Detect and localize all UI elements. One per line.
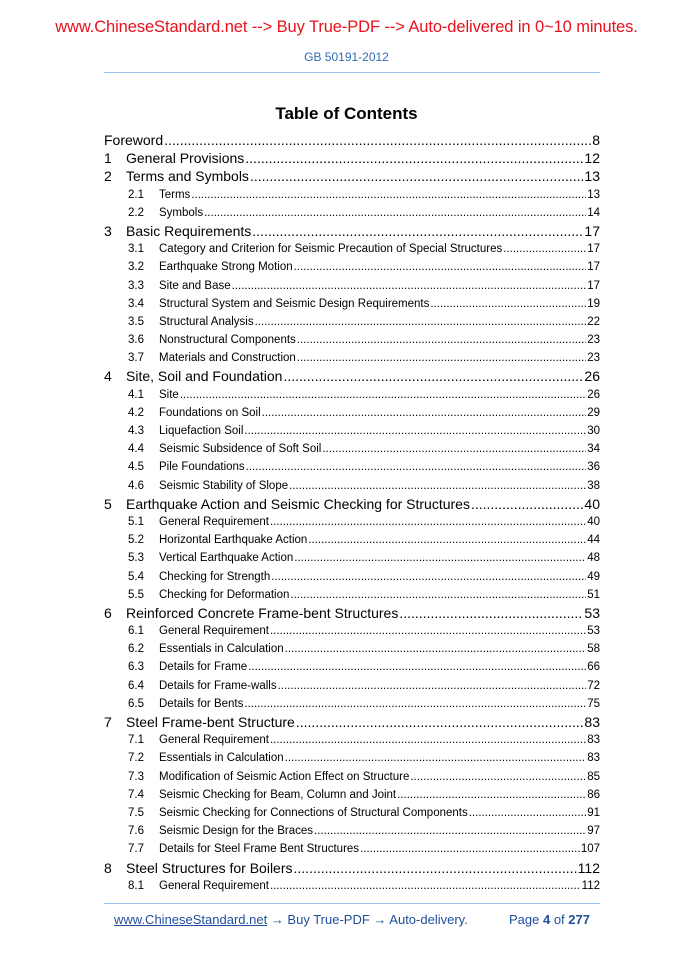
toc-entry-number: 2 xyxy=(104,168,112,185)
toc-entry-number: 3.7 xyxy=(128,352,144,365)
toc-chapter-entry[interactable] xyxy=(104,604,600,622)
toc-entry-label: Vertical Earthquake Action xyxy=(159,552,294,565)
toc-section-entry[interactable] xyxy=(104,331,600,349)
toc-entry-label: Materials and Construction xyxy=(159,352,296,365)
toc-entry-number: 4.6 xyxy=(128,479,144,492)
toc-section-entry[interactable] xyxy=(104,313,600,331)
toc-entry-page: 17 xyxy=(587,243,600,256)
toc-entry-label: Foundations on Soil xyxy=(159,406,261,419)
toc-entry-label: Seismic Design for the Braces xyxy=(159,825,314,838)
toc-dot-leader xyxy=(297,349,586,367)
toc-entry-number: 3.5 xyxy=(128,315,144,328)
toc-entry-page: 53 xyxy=(584,604,600,621)
toc-entry-page: 29 xyxy=(587,406,600,419)
toc-dot-leader xyxy=(308,531,586,549)
toc-entry-page: 53 xyxy=(587,625,600,638)
toc-entry-label: Details for Frame xyxy=(159,661,248,674)
toc-entry-number: 3.4 xyxy=(128,297,144,310)
toc-entry-number: 1 xyxy=(104,150,112,167)
document-id: GB 50191-2012 xyxy=(304,50,389,64)
toc-entry-label: Seismic Checking for Connections of Structural Components xyxy=(159,806,468,819)
footer-promo-text: → Buy True-PDF → Auto-delivery. xyxy=(267,912,468,927)
toc-entry-page: 26 xyxy=(587,388,600,401)
page-of-text: of xyxy=(550,912,569,927)
toc-entry-page: 72 xyxy=(587,679,600,692)
toc-dot-leader xyxy=(294,549,586,567)
toc-entry-page: 44 xyxy=(587,534,600,547)
toc-section-entry[interactable] xyxy=(104,677,600,695)
toc-entry-page: 83 xyxy=(584,714,600,730)
toc-entry-page: 8 xyxy=(592,132,600,148)
toc-entry-page: 14 xyxy=(587,206,600,219)
toc-entry-number: 4.2 xyxy=(128,406,144,419)
toc-dot-leader xyxy=(244,695,586,713)
toc-entry-number: 4 xyxy=(104,368,112,385)
toc-dot-leader xyxy=(503,240,586,258)
toc-entry-number: 7.6 xyxy=(128,825,144,838)
toc-dot-leader xyxy=(270,731,586,749)
toc-dot-leader xyxy=(360,840,580,858)
toc-dot-leader xyxy=(399,604,583,622)
toc-section-entry[interactable] xyxy=(104,731,600,749)
toc-entry-label: Pile Foundations xyxy=(159,461,245,474)
toc-entry-label: Seismic Checking for Beam, Column and Joint xyxy=(159,788,397,801)
toc-dot-leader xyxy=(245,149,583,167)
toc-entry-page: 17 xyxy=(587,261,600,274)
toc-entry-number: 3 xyxy=(104,222,112,239)
toc-entry-number: 6.3 xyxy=(128,661,144,674)
toc-dot-leader xyxy=(290,586,586,604)
toc-entry-number: 5 xyxy=(104,495,112,512)
toc-chapter-entry[interactable] xyxy=(104,149,600,167)
toc-dot-leader xyxy=(469,804,586,822)
toc-section-entry[interactable] xyxy=(104,695,600,713)
toc-entry-page: 97 xyxy=(587,825,600,838)
toc-entry-label: Terms xyxy=(159,188,191,201)
toc-entry-page: 58 xyxy=(587,643,600,656)
toc-entry-page: 13 xyxy=(587,188,600,201)
toc-chapter-entry[interactable] xyxy=(104,367,600,385)
toc-section-entry[interactable] xyxy=(104,658,600,676)
toc-entry-label: Liquefaction Soil xyxy=(159,425,244,437)
toc-section-entry[interactable] xyxy=(104,622,600,640)
toc-entry-number: 3.3 xyxy=(128,279,144,292)
toc-dot-leader xyxy=(297,331,586,349)
toc-entry-label: Steel Frame-bent Structure xyxy=(126,714,295,730)
top-banner[interactable]: www.ChineseStandard.net --> Buy True-PDF --> Auto-delivered in 0~10 minutes. xyxy=(55,18,638,36)
toc-chapter-entry[interactable] xyxy=(104,713,600,731)
toc-section-entry[interactable] xyxy=(104,295,600,313)
toc-entry-page: 17 xyxy=(584,222,600,239)
toc-section-entry[interactable] xyxy=(104,404,600,422)
toc-entry-number: 4.1 xyxy=(128,388,144,401)
toc-section-entry[interactable] xyxy=(104,440,600,458)
toc-chapter-entry[interactable] xyxy=(104,131,600,149)
toc-dot-leader xyxy=(244,422,586,440)
page-footer xyxy=(114,912,590,927)
toc-entry-number: 8 xyxy=(104,859,112,876)
toc-entry-label: Earthquake Action and Seismic Checking for Structures xyxy=(126,495,470,512)
toc-entry-number: 5.4 xyxy=(128,570,144,583)
toc-entry-label: Terms and Symbols xyxy=(126,168,249,185)
toc-chapter-entry[interactable] xyxy=(104,495,600,513)
toc-entry-label: Seismic Stability of Slope xyxy=(159,479,289,492)
toc-section-entry[interactable] xyxy=(104,458,600,476)
toc-section-entry[interactable] xyxy=(104,349,600,367)
footer-promo xyxy=(114,912,468,927)
toc-section-entry[interactable] xyxy=(104,786,600,804)
toc-entry-number: 8.1 xyxy=(128,879,144,892)
toc-entry-page: 19 xyxy=(587,297,600,310)
toc-entry-number: 7.4 xyxy=(128,788,144,801)
toc-entry-label: Details for Steel Frame Bent Structures xyxy=(159,843,360,856)
toc-entry-number: 6.4 xyxy=(128,679,144,692)
toc-entry-number: 5.5 xyxy=(128,588,144,601)
toc-dot-leader xyxy=(322,440,586,458)
toc-chapter-entry[interactable] xyxy=(104,167,600,185)
toc-section-entry[interactable] xyxy=(104,568,600,586)
toc-entry-number: 2.2 xyxy=(128,206,144,219)
toc-chapter-entry[interactable] xyxy=(104,222,600,240)
toc-entry-number: 3.1 xyxy=(128,243,144,256)
toc-dot-leader xyxy=(285,749,587,767)
toc-dot-leader xyxy=(410,768,586,786)
toc-entry-number: 6.2 xyxy=(128,643,144,656)
toc-section-entry[interactable] xyxy=(104,549,600,567)
toc-entry-label: Site, Soil and Foundation xyxy=(126,368,283,385)
toc-entry-page: 38 xyxy=(587,479,600,492)
toc-entry-label: Symbols xyxy=(159,206,204,219)
toc-entry-label: Details for Bents xyxy=(159,697,244,710)
toc-section-entry[interactable] xyxy=(104,768,600,786)
toc-dot-leader xyxy=(430,295,586,313)
toc-entry-page: 107 xyxy=(580,843,600,856)
toc-dot-leader xyxy=(164,131,591,149)
toc-entry-label: General Requirement xyxy=(159,734,269,747)
toc-entry-label: Foreword xyxy=(104,132,164,148)
toc-entry-label: Checking for Strength xyxy=(159,570,271,583)
toc-entry-page: 40 xyxy=(584,495,600,512)
toc-entry-number: 7.7 xyxy=(128,843,144,856)
toc-entry-label: Site xyxy=(159,388,179,401)
toc-dot-leader xyxy=(270,622,586,640)
toc-entry-number: 5.1 xyxy=(128,515,144,528)
table-of-contents xyxy=(104,131,600,895)
toc-entry-label: Details for Frame-walls xyxy=(159,679,277,692)
toc-section-entry[interactable] xyxy=(104,513,600,531)
toc-dot-leader xyxy=(471,495,583,513)
toc-entry-number: 7.5 xyxy=(128,806,144,819)
toc-entry-number: 3.2 xyxy=(128,261,144,274)
toc-section-entry[interactable] xyxy=(104,258,600,276)
toc-section-entry[interactable] xyxy=(104,640,600,658)
toc-section-entry[interactable] xyxy=(104,804,600,822)
toc-section-entry[interactable] xyxy=(104,586,600,604)
footer-divider xyxy=(104,903,600,904)
toc-entry-label: Structural System and Seismic Design Requirements xyxy=(159,297,430,310)
toc-entry-label: Nonstructural Components xyxy=(159,334,296,347)
toc-dot-leader xyxy=(294,859,577,877)
toc-section-entry[interactable] xyxy=(104,277,600,295)
toc-entry-number: 4.4 xyxy=(128,443,144,456)
toc-entry-number: 5.2 xyxy=(128,534,144,547)
toc-entry-number: 7.2 xyxy=(128,752,144,765)
toc-entry-label: Horizontal Earthquake Action xyxy=(159,534,308,547)
toc-dot-leader xyxy=(314,822,586,840)
toc-entry-label: Category and Criterion for Seismic Precaution of Special Structures xyxy=(159,243,503,256)
toc-entry-page: 85 xyxy=(587,770,600,783)
toc-entry-number: 3.6 xyxy=(128,334,144,347)
total-pages-number: 277 xyxy=(568,912,590,927)
current-page-number: 4 xyxy=(542,912,551,927)
toc-entry-label: Site and Base xyxy=(159,279,231,292)
toc-entry-number: 2.1 xyxy=(128,188,144,201)
toc-entry-page: 91 xyxy=(587,806,600,819)
toc-entry-label: Modification of Seismic Action Effect on Structure xyxy=(159,770,410,783)
toc-entry-page: 23 xyxy=(587,334,600,347)
toc-entry-page: 12 xyxy=(584,150,600,167)
page-indicator xyxy=(509,912,590,927)
toc-entry-page: 17 xyxy=(587,279,600,292)
toc-dot-leader xyxy=(278,677,587,695)
toc-section-entry[interactable] xyxy=(104,840,600,858)
toc-entry-page: 49 xyxy=(587,570,600,583)
toc-entry-label: Seismic Subsidence of Soft Soil xyxy=(159,443,322,456)
toc-entry-page: 40 xyxy=(587,515,600,528)
toc-entry-number: 6 xyxy=(104,604,112,621)
toc-entry-label: Reinforced Concrete Frame-bent Structures xyxy=(126,604,399,621)
toc-entry-label: General Requirement xyxy=(159,879,269,892)
toc-section-entry[interactable] xyxy=(104,877,600,895)
toc-entry-number: 6.5 xyxy=(128,697,144,710)
toc-dot-leader xyxy=(255,313,587,331)
toc-entry-page: 75 xyxy=(587,697,600,710)
toc-entry-page: 66 xyxy=(587,661,600,674)
toc-dot-leader xyxy=(248,658,586,676)
toc-section-entry[interactable] xyxy=(104,531,600,549)
toc-entry-page: 13 xyxy=(584,168,600,185)
toc-section-entry[interactable] xyxy=(104,477,600,495)
toc-entry-number: 4.5 xyxy=(128,461,144,474)
toc-entry-page: 48 xyxy=(587,552,600,565)
toc-entry-label: Structural Analysis xyxy=(159,315,254,328)
toc-entry-label: Steel Structures for Boilers xyxy=(126,859,293,876)
toc-entry-page: 23 xyxy=(587,352,600,365)
toc-dot-leader xyxy=(285,640,587,658)
toc-entry-number: 6.1 xyxy=(128,625,144,638)
footer-site-link[interactable]: www.ChineseStandard.net xyxy=(114,912,268,927)
page-title: Table of Contents xyxy=(275,104,418,123)
toc-section-entry[interactable] xyxy=(104,204,600,222)
toc-entry-label: Checking for Deformation xyxy=(159,588,290,601)
toc-section-entry[interactable] xyxy=(104,186,600,204)
toc-dot-leader xyxy=(204,204,586,222)
toc-entry-page: 51 xyxy=(587,588,600,601)
toc-entry-page: 22 xyxy=(587,315,600,328)
toc-entry-label: Essentials in Calculation xyxy=(159,643,284,656)
toc-dot-leader xyxy=(191,186,586,204)
toc-entry-page: 112 xyxy=(581,879,600,892)
page-prefix: Page xyxy=(509,912,543,927)
toc-entry-label: Earthquake Strong Motion xyxy=(159,261,293,274)
toc-entry-label: Basic Requirements xyxy=(126,222,252,239)
toc-section-entry[interactable] xyxy=(104,749,600,767)
toc-dot-leader xyxy=(232,277,587,295)
toc-dot-leader xyxy=(252,222,583,240)
toc-dot-leader xyxy=(270,513,586,531)
toc-dot-leader xyxy=(250,167,583,185)
toc-section-entry[interactable] xyxy=(104,240,600,258)
toc-entry-number: 7.1 xyxy=(128,734,144,747)
toc-entry-page: 34 xyxy=(587,443,600,456)
toc-entry-label: General Requirement xyxy=(159,515,269,528)
toc-dot-leader xyxy=(270,877,581,895)
toc-entry-page: 112 xyxy=(577,859,600,876)
toc-dot-leader xyxy=(262,404,587,422)
toc-dot-leader xyxy=(397,786,586,804)
toc-chapter-entry[interactable] xyxy=(104,859,600,877)
toc-section-entry[interactable] xyxy=(104,386,600,404)
toc-entry-page: 86 xyxy=(587,788,600,801)
toc-entry-page: 36 xyxy=(587,461,600,474)
toc-entry-number: 5.3 xyxy=(128,552,144,565)
toc-dot-leader xyxy=(283,367,583,385)
toc-dot-leader xyxy=(246,458,587,476)
toc-entry-label: General Provisions xyxy=(126,150,245,167)
toc-entry-number: 4.3 xyxy=(128,425,144,437)
toc-entry-page: 83 xyxy=(587,734,600,747)
toc-entry-label: Essentials in Calculation xyxy=(159,752,284,765)
toc-entry-page: 83 xyxy=(587,752,600,765)
toc-section-entry[interactable] xyxy=(104,822,600,840)
toc-section-entry[interactable] xyxy=(104,422,600,440)
toc-dot-leader xyxy=(296,713,584,731)
toc-entry-number: 7 xyxy=(104,714,112,730)
toc-entry-label: General Requirement xyxy=(159,625,269,638)
toc-dot-leader xyxy=(289,477,586,495)
toc-entry-number: 7.3 xyxy=(128,770,144,783)
toc-entry-page: 30 xyxy=(587,425,600,437)
toc-dot-leader xyxy=(271,568,586,586)
toc-dot-leader xyxy=(180,386,586,404)
toc-dot-leader xyxy=(294,258,587,276)
toc-entry-page: 26 xyxy=(584,368,600,385)
header-divider xyxy=(104,72,600,73)
